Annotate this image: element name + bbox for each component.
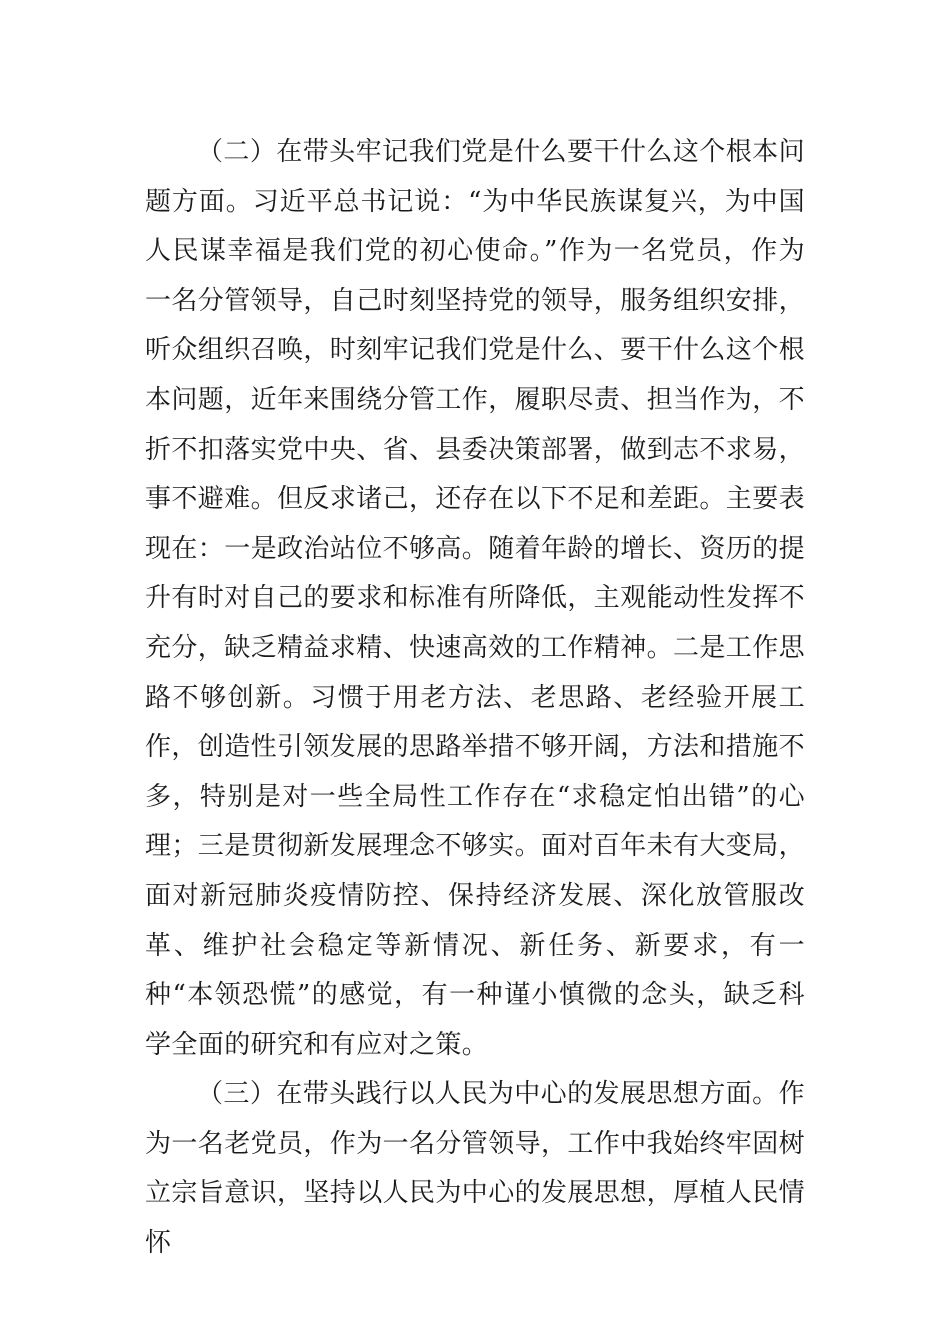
paragraph-section-two: （二）在带头牢记我们党是什么要干什么这个根本问题方面。习近平总书记说：“为中华民族谋复兴，为中国人民谋幸福是我们党的初心使命。”作为一名党员，作为一名分管领导，自己时刻坚持党的领导，服务组织安排，听众组织召唤，时刻牢记我们党是什么、要干什么这个根本问题，近年来围绕分管工作，履职尽责、担当作为，不折不扣落实党中央、省、县委决策部署，做到志不求易，事不避难。但反求诸己，还存在以下不足和差距。主要表现在：一是政治站位不够高。随着年龄的增长、资历的提升有时对自己的要求和标准有所降低，主观能动性发挥不充分，缺乏精益求精、快速高效的工作精神。二是工作思路不够创新。习惯于用老方法、老思路、老经验开展工作，创造性引领发展的思路举措不够开阔，方法和措施不多，特别是对一些全局性工作存在“求稳定怕出错”的心理；三是贯彻新发展理念不够实。面对百年未有大变局，面对新冠肺炎疫情防控、保持经济发展、深化放管服改革、维护社会稳定等新情况、新任务、新要求，有一种“本领恐慌”的感觉，有一种谨小慎微的念头，缺乏科学全面的研究和有应对之策。 <box>145 137 806 1060</box>
paragraph-section-three: （三）在带头践行以人民为中心的发展思想方面。作为一名老党员，作为一名分管领导，工作中我始终牢固树立宗旨意识，坚持以人民为中心的发展思想，厚植人民情怀 <box>145 1079 806 1259</box>
document-body <box>145 128 805 1269</box>
